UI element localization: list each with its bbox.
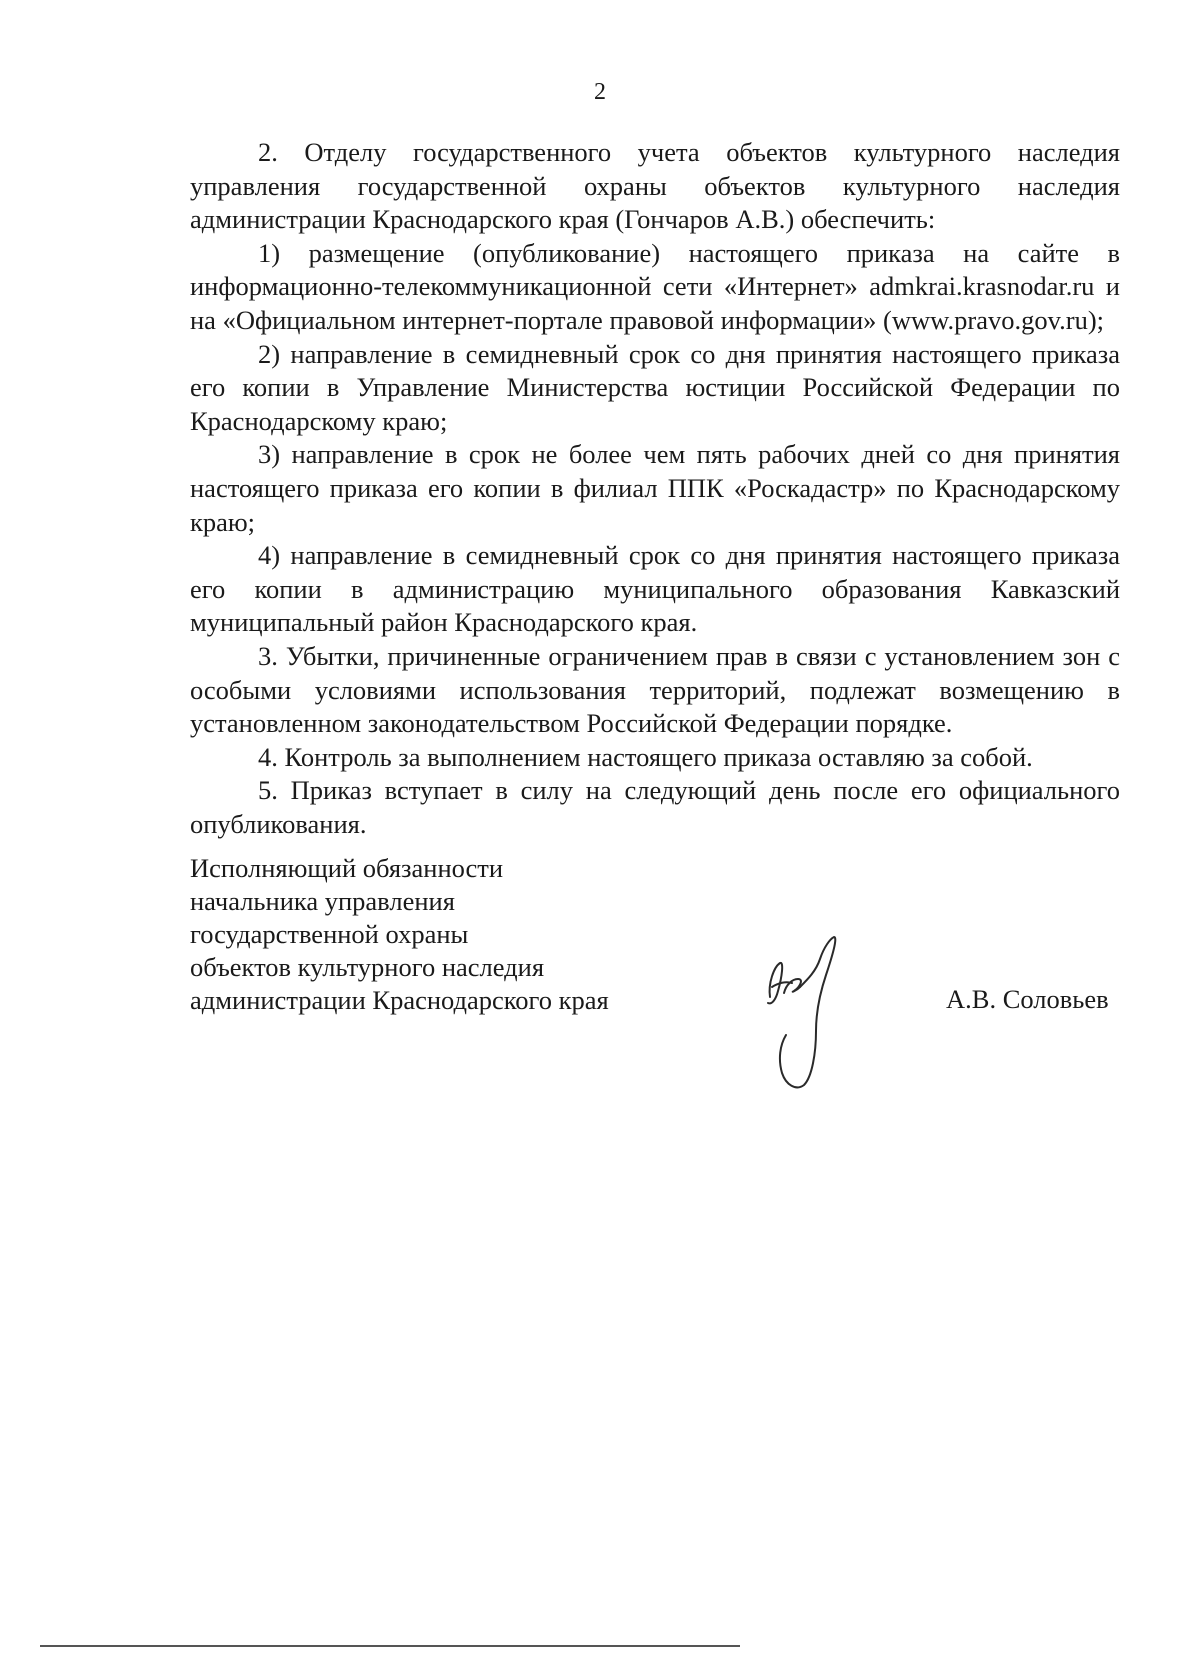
subitem-2-3: 3) направление в срок не более чем пять рабочих дней со дня принятия настоящего приказа его копии в филиал ППК «Роскадастр» по Краснодарскому краю; — [190, 439, 1120, 537]
position-line: начальника управления — [190, 886, 455, 916]
position-line: государственной охраны — [190, 919, 469, 949]
subitem-2-1: 1) размещение (опубликование) настоящего приказа на сайте в информационно-телекоммуникационной сети «Интернет» admkrai.krasnodar.ru и на «Официальном интернет-портале правовой информации» (www.pravo.gov.ru); — [190, 237, 1120, 335]
paragraph-item-5: 5. Приказ вступает в силу на следующий день после его официального опубликования. — [190, 775, 1120, 839]
signatory-position — [190, 852, 650, 1017]
footer-divider — [40, 1645, 740, 1647]
paragraph-item-3: 3. Убытки, причиненные ограничением прав в связи с установлением зон с особыми условиями использования территорий, подлежат возмещению в установленном законодательством Российской Федерации порядке. — [190, 640, 1120, 739]
subitem-2-4: 4) направление в семидневный срок со дня принятия настоящего приказа его копии в администрацию муниципального образования Кавказский муниципальный район Краснодарского края. — [190, 540, 1120, 638]
page-number: 2 — [594, 79, 606, 105]
subitem-2-2: 2) направление в семидневный срок со дня принятия настоящего приказа его копии в Управление Министерства юстиции Российской Федерации по Краснодарскому краю; — [190, 338, 1120, 436]
position-line: Исполняющий обязанности — [190, 853, 504, 883]
handwritten-signature — [750, 935, 850, 1095]
position-line: объектов культурного наследия — [190, 952, 545, 982]
document-body — [190, 136, 1120, 841]
signatory-name: А.В. Соловьев — [946, 984, 1109, 1014]
paragraph-item-4: 4. Контроль за выполнением настоящего приказа оставляю за собой. — [258, 741, 1033, 772]
paragraph-item-2: 2. Отделу государственного учета объектов культурного наследия управления государственной охраны объектов культурного наследия администрации Краснодарского края (Гончаров А.В.) обеспечить: — [190, 137, 1120, 235]
position-line: администрации Краснодарского края — [190, 985, 609, 1015]
